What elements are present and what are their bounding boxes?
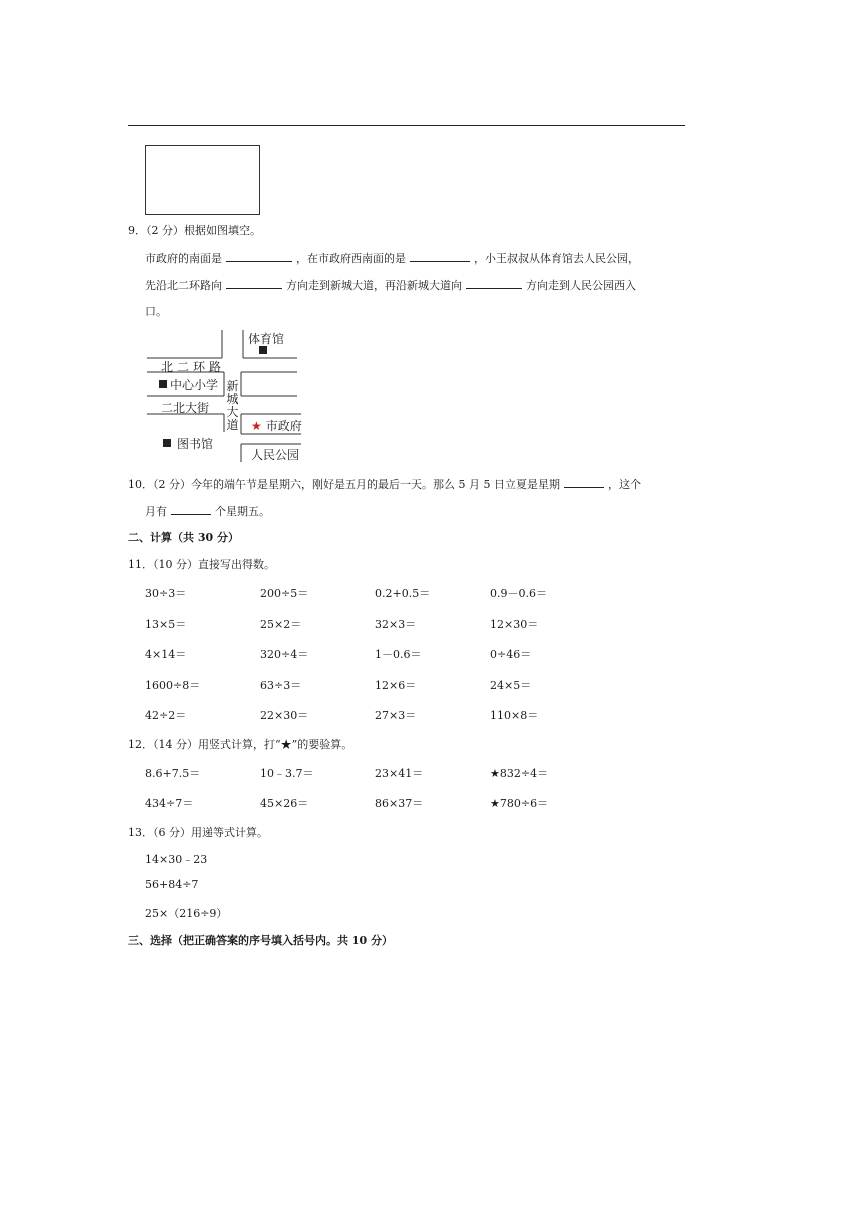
map-label-city-hall (251, 417, 302, 434)
q10-text-1b: ，这个 (607, 478, 641, 491)
q10-text-2b: 个星期五。 (215, 505, 270, 518)
avenue-char: 城 (226, 392, 239, 406)
avenue-char: 大 (226, 405, 239, 419)
q11-problem: 27×3＝ (375, 709, 417, 722)
map-label-central-school: 中心小学 (170, 378, 219, 392)
street-map (145, 328, 305, 464)
q10-line1 (128, 475, 641, 492)
square-marker-icon (259, 346, 267, 354)
q11-problem: 0.2+0.5＝ (375, 587, 431, 600)
q9-line3: 口。 (145, 305, 167, 318)
q12-stem: 12．（14 分）用竖式计算，打“★”的要验算。 (128, 738, 353, 751)
q9-line1 (145, 249, 639, 266)
q11-problem: 25×2＝ (260, 617, 302, 631)
q11-problem: 1600÷8＝ (145, 678, 201, 692)
city-hall-text: 市政府 (265, 419, 302, 433)
answer-box (145, 145, 260, 215)
q9-blank-1[interactable] (226, 249, 292, 262)
q10-line2 (145, 502, 270, 519)
q9-text-2a: 先沿北二环路向 (145, 279, 222, 292)
q11-problem: 12×30＝ (490, 617, 539, 631)
q11-problem: 320÷4＝ (260, 648, 309, 661)
avenue-char: 新 (226, 379, 239, 393)
q10-text-2a: 月有 (145, 505, 167, 518)
q12-problem: 86×37＝ (375, 797, 424, 810)
star-marker-icon: ★ (251, 419, 262, 433)
q10-blank-1[interactable] (564, 475, 604, 488)
q11-problem: 32×3＝ (375, 617, 417, 631)
q12-problem: ★780÷6＝ (490, 797, 549, 810)
q11-problem: 110×8＝ (490, 709, 539, 722)
q9-text-2b: 方向走到新城大道，再沿新城大道向 (286, 279, 462, 292)
q9-stem: 9．（2 分）根据如图填空。 (128, 224, 261, 237)
q11-problem: 0÷46＝ (490, 648, 532, 661)
q9-blank-4[interactable] (466, 276, 522, 289)
map-label-erbei-street: 二北大街 (161, 401, 210, 415)
q9-line2 (145, 276, 636, 293)
q13-item: 56+84÷7 (145, 878, 199, 891)
q10-text-1a: 10．（2 分）今年的端午节是星期六，刚好是五月的最后一天。那么 5 月 5 日立夏是星期 (128, 478, 560, 491)
q12-problem: ★832÷4＝ (490, 767, 549, 780)
q9-blank-2[interactable] (410, 249, 470, 262)
q11-problem: 12×6＝ (375, 678, 417, 692)
map-label-gym: 体育馆 (248, 332, 285, 346)
q9-text-2c: 方向走到人民公园西入 (526, 279, 636, 292)
q13-stem: 13．（6 分）用递等式计算。 (128, 826, 268, 839)
map-label-library: 图书馆 (177, 437, 214, 451)
map-label-avenue (226, 380, 239, 432)
q11-problem: 24×5＝ (490, 678, 532, 692)
q10-blank-2[interactable] (171, 502, 211, 515)
q12-problem: 10﹣3.7＝ (260, 767, 314, 780)
q12-problem: 434÷7＝ (145, 797, 194, 810)
avenue-char: 道 (226, 418, 239, 432)
q9-text-1b: ，在市政府西南面的是 (296, 252, 406, 265)
q11-problem: 13×5＝ (145, 617, 187, 631)
section-2-heading: 二、计算（共 30 分） (128, 531, 239, 544)
q13-item: 14×30﹣23 (145, 853, 208, 866)
q9-blank-3[interactable] (226, 276, 282, 289)
q11-problem: 4×14＝ (145, 648, 187, 661)
q11-stem: 11．（10 分）直接写出得数。 (128, 558, 275, 571)
q11-problem: 22×30＝ (260, 709, 309, 722)
q11-problem: 1－0.6＝ (375, 648, 422, 661)
map-label-north-ring: 北二环路 (161, 360, 226, 374)
section-3-heading: 三、选择（把正确答案的序号填入括号内。共 10 分） (128, 934, 393, 947)
q13-item: 25×（216÷9） (145, 907, 228, 920)
q11-problem: 42÷2＝ (145, 709, 187, 722)
square-marker-icon (159, 380, 167, 388)
header-rule (128, 125, 685, 126)
q11-problem: 30÷3＝ (145, 587, 187, 600)
q12-problem: 8.6+7.5＝ (145, 767, 201, 780)
q11-problem: 0.9－0.6＝ (490, 587, 547, 600)
q11-problem: 200÷5＝ (260, 587, 309, 600)
q9-text-1a: 市政府的南面是 (145, 252, 222, 265)
q9-text-1c: ，小王叔叔从体育馆去人民公园， (474, 252, 639, 265)
map-label-peoples-park: 人民公园 (251, 448, 300, 462)
q12-problem: 23×41＝ (375, 767, 424, 780)
q12-problem: 45×26＝ (260, 797, 309, 810)
square-marker-icon (163, 439, 171, 447)
q11-problem: 63÷3＝ (260, 678, 302, 692)
